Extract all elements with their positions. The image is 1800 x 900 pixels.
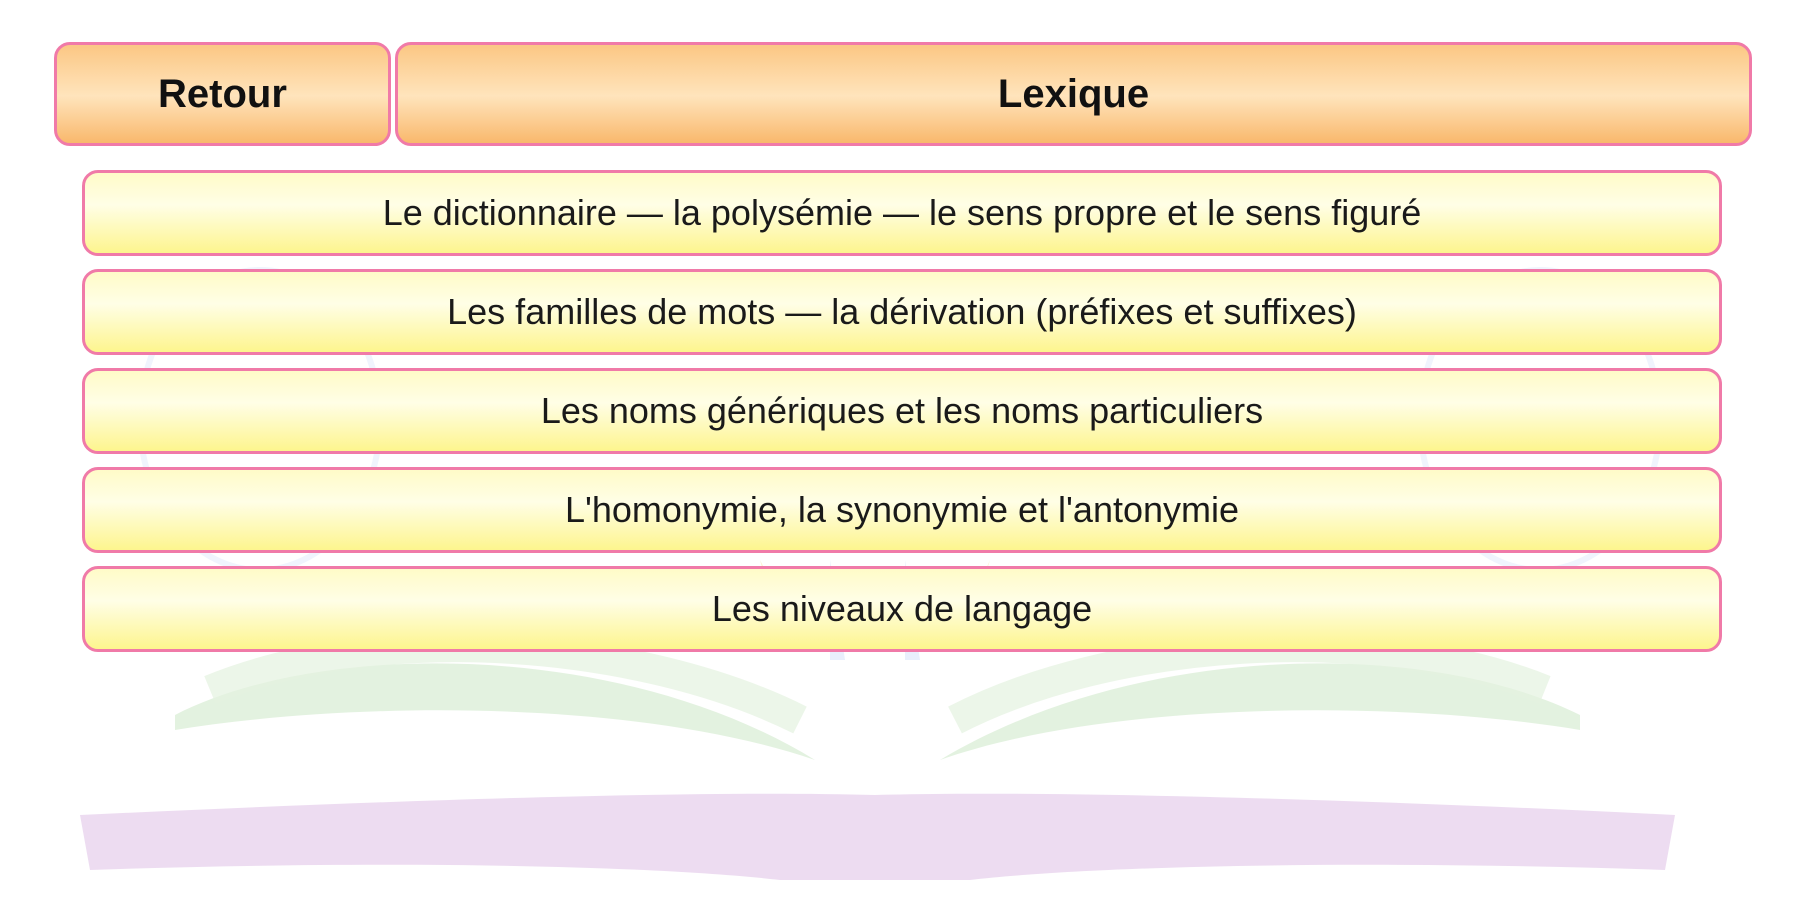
menu-item-label: Les noms génériques et les noms particuliers — [540, 390, 1264, 431]
menu-item-noms-generiques[interactable] — [82, 368, 1722, 454]
menu-item-familles-de-mots[interactable] — [82, 269, 1722, 355]
lesson-menu — [82, 170, 1722, 665]
menu-item-label: Le dictionnaire — la polysémie — le sens propre et le sens figuré — [382, 192, 1422, 233]
back-button[interactable] — [54, 42, 391, 146]
menu-item-label: Les familles de mots — la dérivation (préfixes et suffixes) — [447, 291, 1357, 332]
menu-item-label: Les niveaux de langage — [711, 588, 1093, 629]
menu-item-dictionnaire[interactable] — [82, 170, 1722, 256]
menu-item-homonymie[interactable] — [82, 467, 1722, 553]
page-title-label: Lexique — [997, 71, 1150, 116]
back-button-label: Retour — [158, 71, 287, 116]
menu-item-niveaux-de-langage[interactable] — [82, 566, 1722, 652]
page-title — [395, 42, 1752, 146]
menu-item-label: L'homonymie, la synonymie et l'antonymie — [564, 489, 1240, 530]
